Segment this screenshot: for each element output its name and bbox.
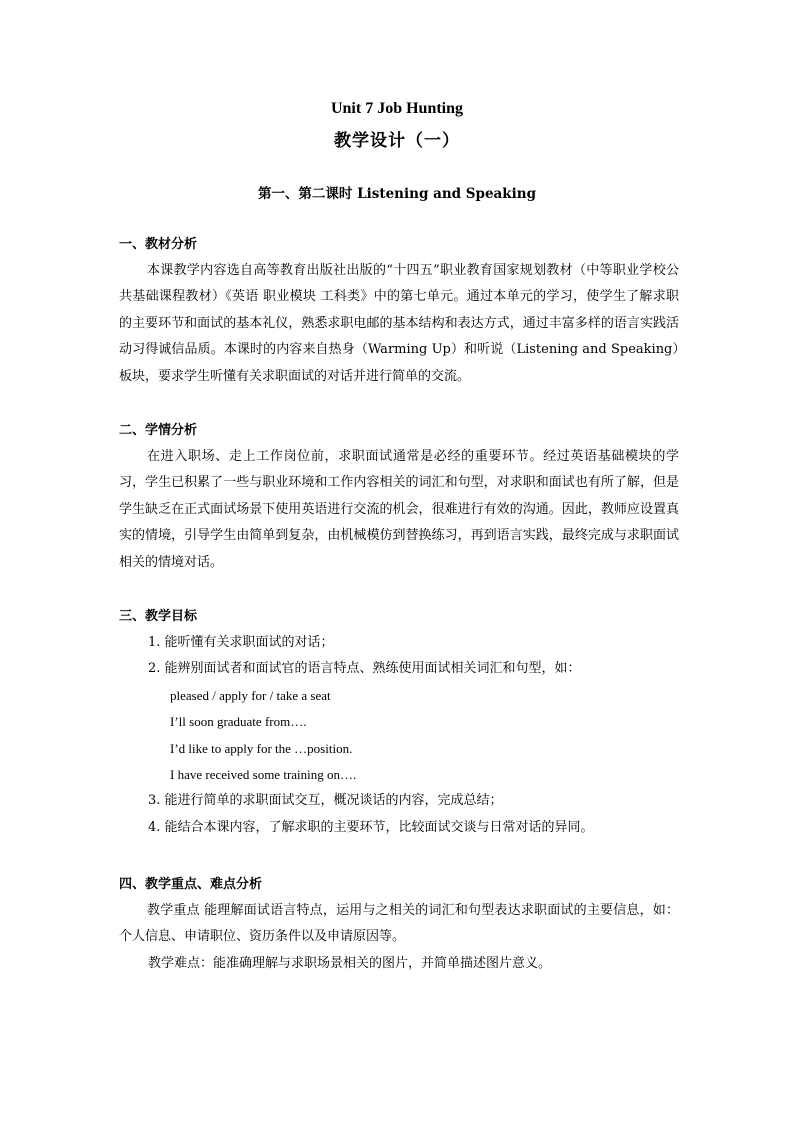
section-key-difficult-points	[119, 872, 679, 977]
example-phrase: I’d like to apply for the …position.	[170, 740, 353, 756]
section-heading: 二、学情分析	[119, 423, 198, 438]
objective-item: 2. 能辨别面试者和面试官的语言特点、熟练使用面试相关词汇和句型，如：	[148, 661, 581, 677]
section-textbook-analysis	[119, 232, 679, 390]
difficult-points: 教学难点：能准确理解与求职场景相关的图片，并简单描述图片意义。	[148, 955, 552, 971]
section-paragraph: 本课教学内容选自高等教育出版社出版的“十四五”职业教育国家规划教材（中等职业学校公共基础课程教材）《英语 职业模块 工科类》中的第七单元。通过本单元的学习，使学生了解求职的主要环节和面试的基本礼仪，熟悉求职电邮的基本结构和表达方式，通过丰富多样的语言实践活动习得诚信品质。本课时的内容来自热身（Warming Up）和听说（Listening and Speaking）板块，要求学生听懂有关求职面试的对话并进行简单的交流。	[119, 263, 679, 384]
example-phrase: I have received some training on….	[170, 766, 357, 782]
section-heading: 四、教学重点、难点分析	[119, 877, 263, 892]
section-heading: 三、教学目标	[119, 609, 198, 624]
objective-item: 1. 能听懂有关求职面试的对话；	[148, 635, 334, 650]
key-points-paragraph: 教学重点 能理解面试语言特点，运用与之相关的词汇和句型表达求职面试的主要信息，如：个人信息、申请职位、资历条件以及申请原因等。	[119, 903, 679, 945]
example-phrase: pleased / apply for / take a seat	[170, 687, 331, 703]
section-learner-analysis	[119, 418, 679, 576]
objective-item: 3. 能进行简单的求职面试交互，概况谈话的内容，完成总结；	[148, 793, 503, 809]
lesson-title: 第一、第二课时 Listening and Speaking	[257, 186, 537, 202]
section-teaching-objectives	[119, 604, 679, 841]
section-heading: 一、教材分析	[119, 237, 198, 252]
example-phrase: I’ll soon graduate from….	[170, 714, 307, 730]
objective-item: 4. 能结合本课内容，了解求职的主要环节，比较面试交谈与日常对话的异同。	[148, 819, 594, 835]
section-paragraph: 在进入职场、走上工作岗位前，求职面试通常是必经的重要环节。经过英语基础模块的学习，学生已积累了一些与职业环境和工作内容相关的词汇和句型，对求职和面试也有所了解，但是学生缺乏在正式面试场景下使用英语进行交流的机会，很难进行有效的沟通。因此，教师应设置真实的情境，引导学生由简单到复杂，由机械模仿到替换练习，再到语言实践，最终完成与求职面试相关的情境对话。	[119, 449, 679, 570]
document-title: Unit 7 Job Hunting	[330, 100, 464, 117]
document-subtitle: 教学设计（一）	[334, 131, 460, 151]
